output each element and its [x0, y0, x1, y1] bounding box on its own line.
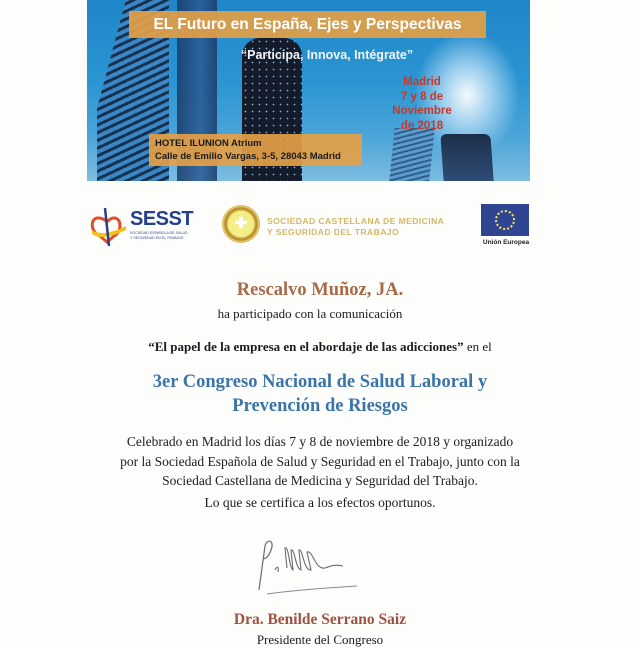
scm-logo	[222, 204, 462, 249]
body-line: Celebrado en Madrid los días 7 y 8 de noviembre de 2018 y organizado	[126, 434, 514, 449]
signer-name: Dra. Benilde Serrano Saiz	[233, 611, 407, 628]
sesst-subtitle-line: Y SEGURIDAD EN EL TRABAJO	[130, 235, 184, 240]
building-image	[440, 134, 493, 181]
communication-line	[0, 339, 640, 355]
participation-text: ha participado con la comunicación	[217, 306, 403, 321]
sesst-logo	[88, 202, 198, 252]
eu-flag-icon	[481, 204, 529, 236]
sesst-emblem-icon	[88, 206, 126, 246]
date-line: 7 y 8 de	[400, 90, 444, 103]
communication-suffix: en el	[463, 339, 492, 354]
communication-title: “El papel de la empresa en el abordaje de las adicciones”	[148, 339, 464, 354]
certify-statement: Lo que se certifica a los efectos oportunos.	[204, 495, 436, 510]
sesst-name: SESST	[130, 208, 194, 230]
congress-title-line: 3er Congreso Nacional de Salud Laboral y	[152, 372, 488, 392]
certificate-body	[0, 432, 640, 491]
logo-row	[0, 200, 640, 255]
banner-slogan: “Participa, Innova, Intégrate”	[240, 48, 414, 62]
scm-name-line: SOCIEDAD CASTELLANA DE MEDICINA	[267, 216, 445, 226]
body-line: por la Sociedad Española de Salud y Seguridad en el Trabajo, junto con la	[120, 453, 520, 469]
event-banner	[87, 0, 530, 181]
signer-role: Presidente del Congreso	[256, 632, 384, 647]
building-image	[389, 128, 435, 181]
scm-name-line: Y SEGURIDAD DEL TRABAJO	[267, 227, 400, 237]
event-date	[367, 75, 477, 133]
venue-box	[149, 134, 362, 166]
sesst-subtitle	[130, 231, 198, 240]
stars-circle-icon	[495, 210, 515, 230]
cross-icon: ✚	[234, 216, 248, 232]
banner-title: EL Futuro en España, Ejes y Perspectivas	[129, 11, 486, 38]
date-line: Noviembre	[392, 105, 452, 117]
body-line: Sociedad Castellana de Medicina y Seguridad del Trabajo.	[162, 473, 478, 488]
venue-name: HOTEL ILUNION Atrium	[155, 138, 262, 149]
date-line: Madrid	[403, 76, 441, 88]
congress-title-line: Prevención de Riesgos	[232, 396, 408, 416]
signature-image	[245, 528, 385, 598]
venue-address: Calle de Emilio Vargas, 3-5, 28043 Madrid	[155, 151, 341, 162]
sesst-subtitle-line: SOCIEDAD ESPAÑOLA DE SALUD	[130, 231, 188, 235]
congress-title	[0, 370, 640, 418]
seal-icon	[222, 205, 260, 243]
eu-logo	[480, 204, 532, 250]
date-line: de 2018	[400, 119, 444, 132]
eu-label: Unión Europea	[482, 239, 530, 246]
recipient-name: Rescalvo Muñoz, JA.	[236, 280, 404, 300]
scm-name	[267, 216, 444, 238]
